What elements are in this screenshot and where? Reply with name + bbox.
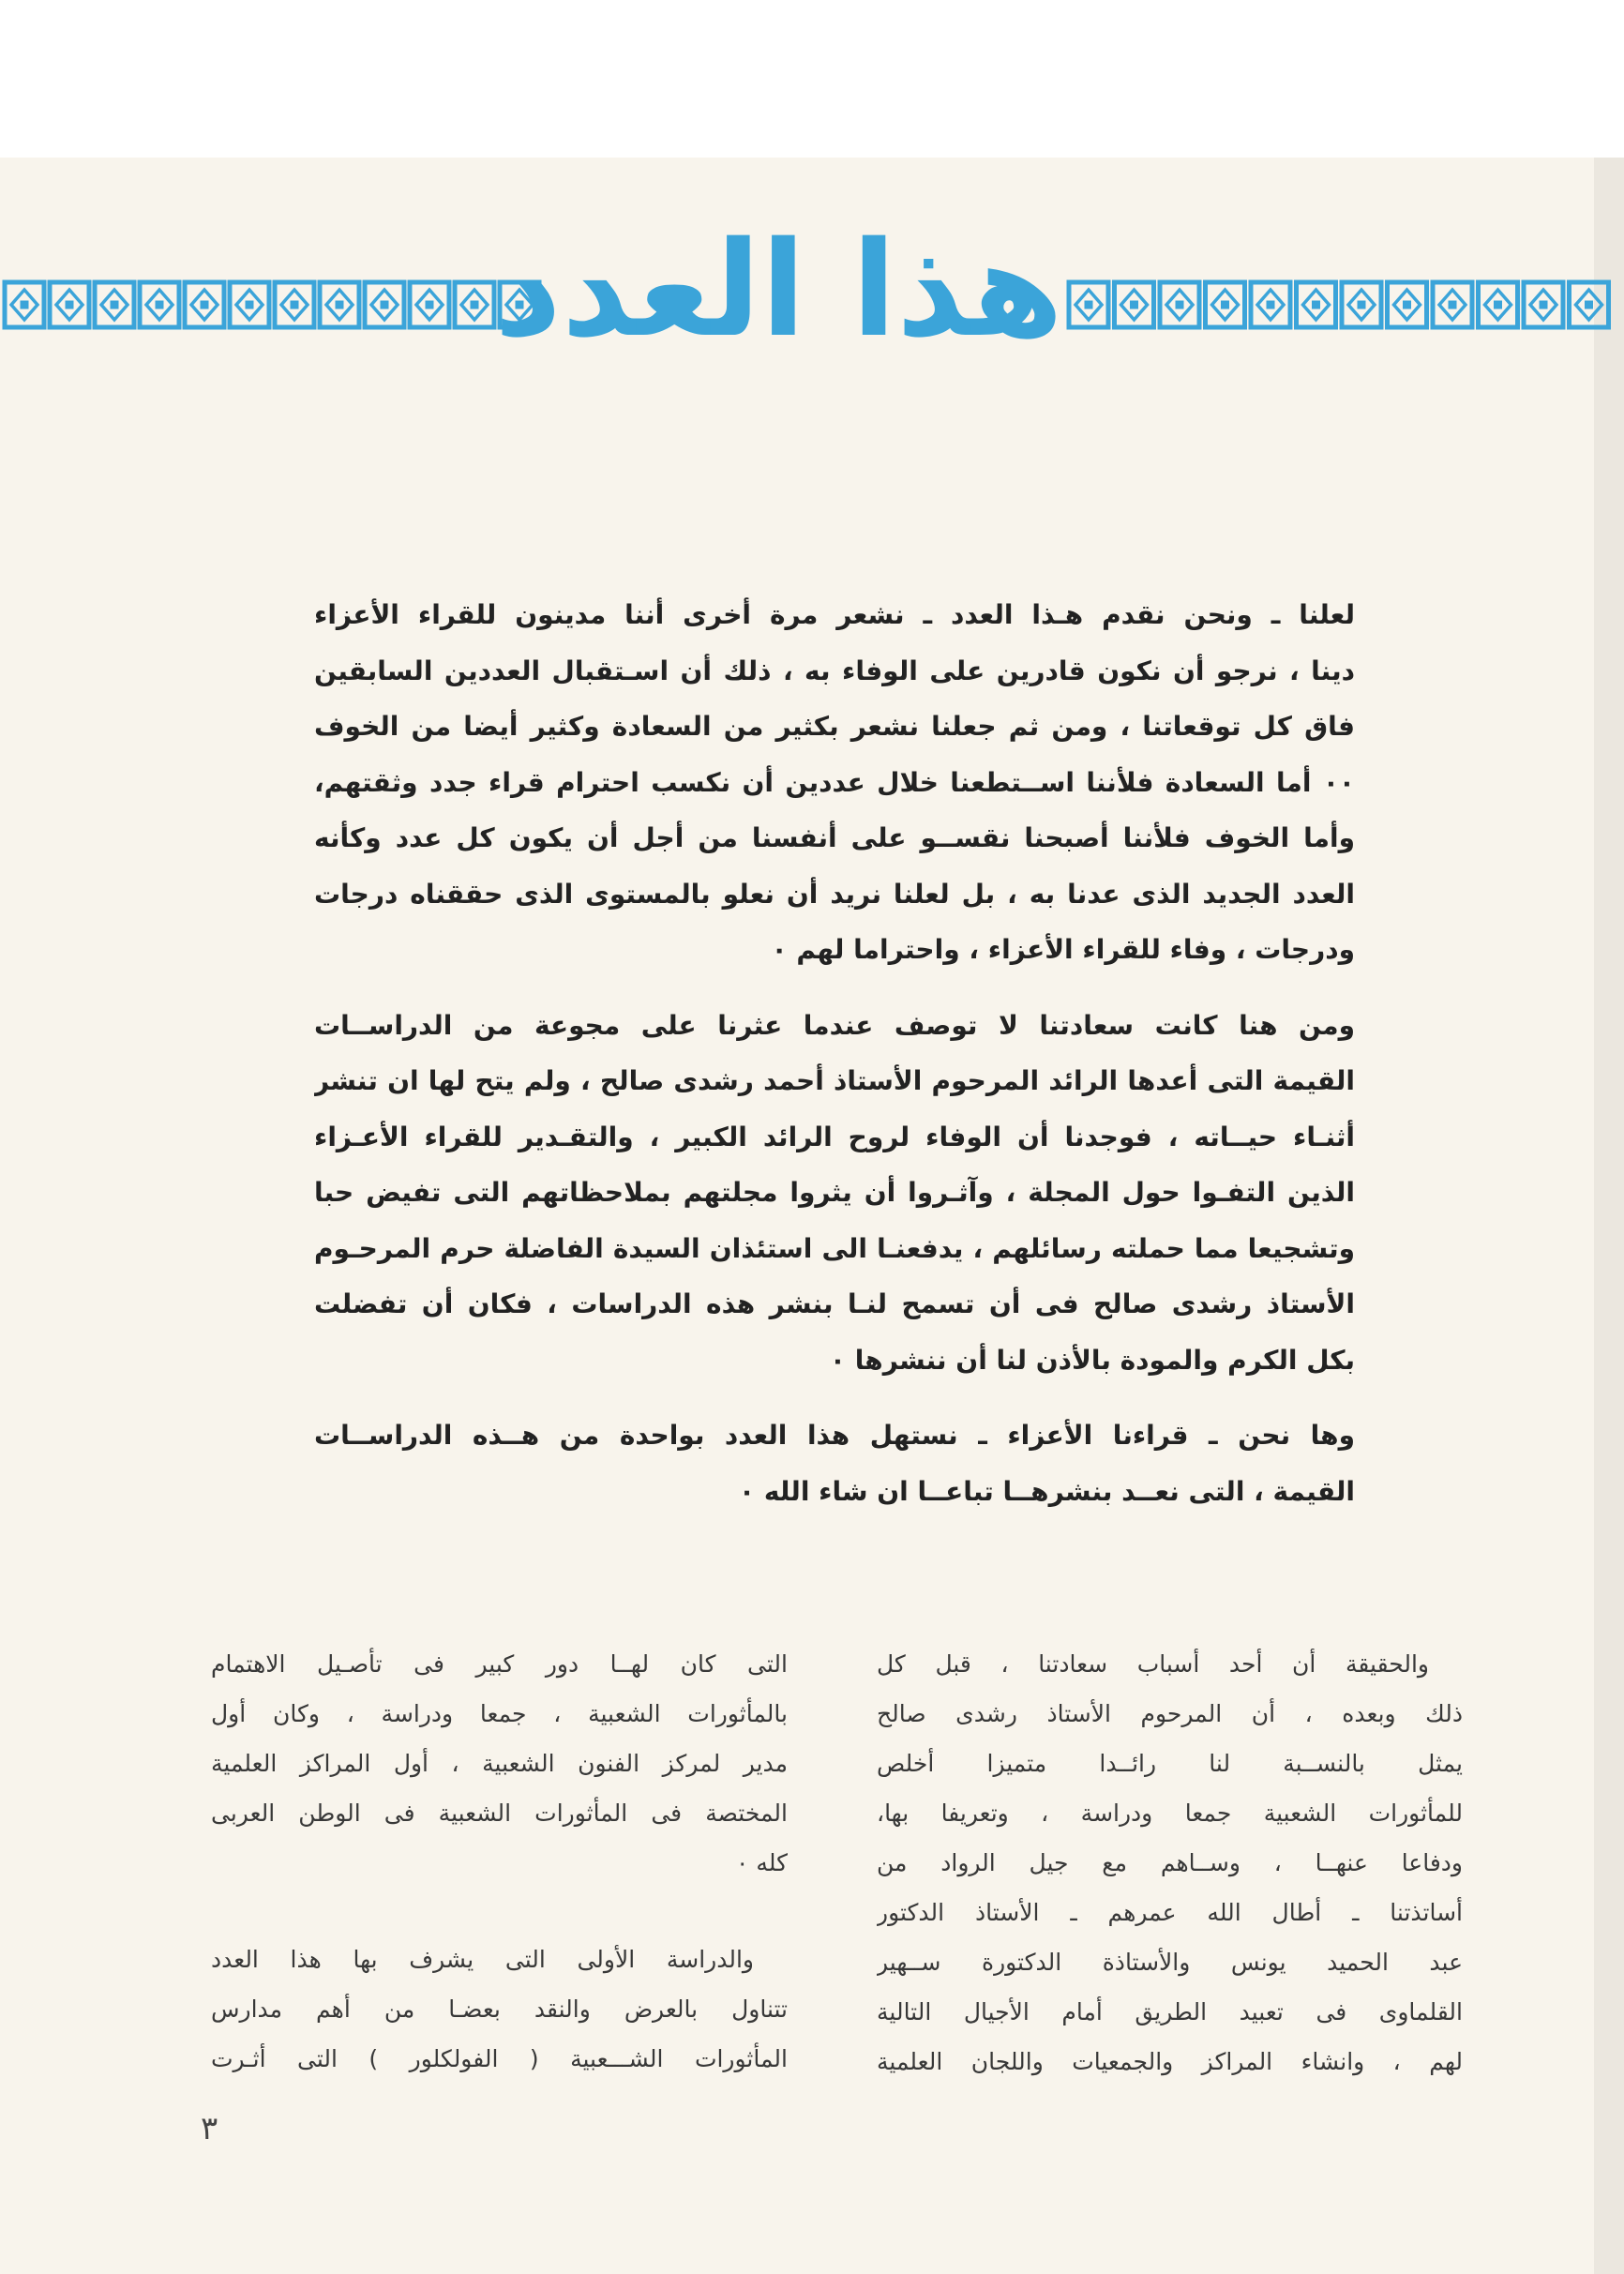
editorial-line: القيمة ، التى نعــد بنشرهــا تباعــا ان شاء الله ٠ xyxy=(739,1475,1355,1507)
editorial-line: العدد الجديد الذى عدنا به ، بل لعلنا نريد أن نعلو بالمستوى الذى حققناه درجات xyxy=(314,878,1355,910)
page-title: هذا العدد xyxy=(494,214,1063,367)
page-number: ٣ xyxy=(201,2110,218,2147)
editorial-line: القيمة التى أعدها الرائد المرحوم الأستاذ أحمد رشدى صالح ، ولم يتح لها ان تنشر xyxy=(314,1065,1355,1096)
column-line: تتناول بالعرض والنقد بعضـا من أهم مدارس xyxy=(211,1995,788,2023)
editorial-paragraph xyxy=(314,1408,1355,1519)
column-line: المأثورات الشـــعبية ( الفولكلور ) التى أثـرت xyxy=(211,2045,788,2072)
column-line: والدراسة الأولى التى يشرف بها هذا العدد xyxy=(211,1946,754,1973)
column-line: عبد الحميد يونس والأستاذة الدكتورة ســهير xyxy=(877,1949,1463,1976)
editorial-line: ودرجات ، وفاء للقراء الأعزاء ، واحتراما لهم ٠ xyxy=(771,934,1355,965)
scan-edge-shadow xyxy=(1594,158,1624,2274)
editorial-line: دينا ، نرجو أن نكون قادرين على الوفاء به ، ذلك أن اسـتقبال العددين السابقين xyxy=(314,655,1355,686)
column-line: بالمأثورات الشعبية ، جمعا ودراسة ، وكان أول xyxy=(211,1700,788,1727)
column-line: المختصة فى المأثورات الشعبية فى الوطن العربى xyxy=(211,1800,788,1827)
column-line: أساتذتنا ـ أطال الله عمرهم ـ الأستاذ الدكتور xyxy=(877,1899,1463,1926)
column-line: القلماوى فى تعبيد الطريق أمام الأجيال التالية xyxy=(877,1998,1463,2026)
column-line: كله ٠ xyxy=(736,1849,788,1876)
editorial-line: الذين التفـوا حول المجلة ، وآثـروا أن يثروا مجلتهم بملاحظاتهم التى تفيض حبا xyxy=(314,1177,1355,1208)
column-line: ودفاعا عنهــا ، وســاهم مع جيل الرواد من xyxy=(877,1849,1463,1876)
editorial-line: أثنـاء حيــاته ، فوجدنا أن الوفاء لروح الرائد الكبير ، والتقـدير للقراء الأعـزاء xyxy=(314,1121,1355,1152)
column-line: للمأثورات الشعبية جمعا ودراسة ، وتعريفا بها، xyxy=(877,1800,1463,1827)
editorial-paragraph xyxy=(314,998,1355,1389)
editorial-line: بكل الكرم والمودة بالأذن لنا أن ننشرها ٠ xyxy=(829,1344,1355,1376)
editorial-line: وأما الخوف فلأننا أصبحنا نقســو على أنفسنا من أجل أن يكون كل عدد وكأنه xyxy=(314,822,1355,853)
ornament-band-left xyxy=(2,279,542,330)
column-line: يمثل بالنســبة لنا رائــدا متميزا أخلص xyxy=(877,1750,1463,1777)
editorial-paragraph xyxy=(314,587,1355,978)
ornament-band-right xyxy=(1066,279,1612,330)
editorial-block xyxy=(314,587,1355,1539)
editorial-line: لعلنا ـ ونحن نقدم هـذا العدد ـ نشعر مرة أخرى أننا مدينون للقراء الأعزاء xyxy=(314,599,1355,630)
column-line: والحقيقة أن أحد أسباب سعادتنا ، قبل كل xyxy=(877,1650,1429,1678)
editorial-line: وها نحن ـ قراءنا الأعزاء ـ نستهل هذا العدد بواحدة من هــذه الدراســات xyxy=(314,1420,1355,1451)
editorial-line: ومن هنا كانت سعادتنا لا توصف عندما عثرنا على مجوعة من الدراســات xyxy=(314,1009,1355,1041)
column-paragraph xyxy=(211,1935,788,2084)
column-line: لهم ، وانشاء المراكز والجمعيات واللجان العلمية xyxy=(877,2048,1463,2075)
editorial-line: فاق كل توقعاتنا ، ومن ثم جعلنا نشعر بكثير من السعادة وكثير أيضا من الخوف xyxy=(314,711,1355,742)
column-line: مدير لمركز الفنون الشعبية ، أول المراكز العلمية xyxy=(211,1750,788,1777)
column-right xyxy=(877,1639,1463,2086)
editorial-line: الأستاذ رشدى صالح فى أن تسمح لنـا بنشر هذه الدراسات ، فكان أن تفضلت xyxy=(314,1288,1355,1319)
column-left xyxy=(211,1639,788,2084)
column-paragraph xyxy=(877,1639,1463,2086)
column-paragraph xyxy=(211,1639,788,1888)
column-line: التى كان لهــا دور كبير فى تأصـيل الاهتمام xyxy=(211,1650,788,1678)
editorial-line: ٠٠ أما السعادة فلأننا اســتطعنا خلال عددين أن نكسب احترام قراء جدد وثقتهم، xyxy=(314,766,1355,798)
editorial-line: وتشجيعا مما حملته رسائلهم ، يدفعنـا الى استئذان السيدة الفاضلة حرم المرحـوم xyxy=(314,1232,1355,1264)
column-line: ذلك وبعده ، أن المرحوم الأستاذ رشدى صالح xyxy=(877,1700,1463,1727)
